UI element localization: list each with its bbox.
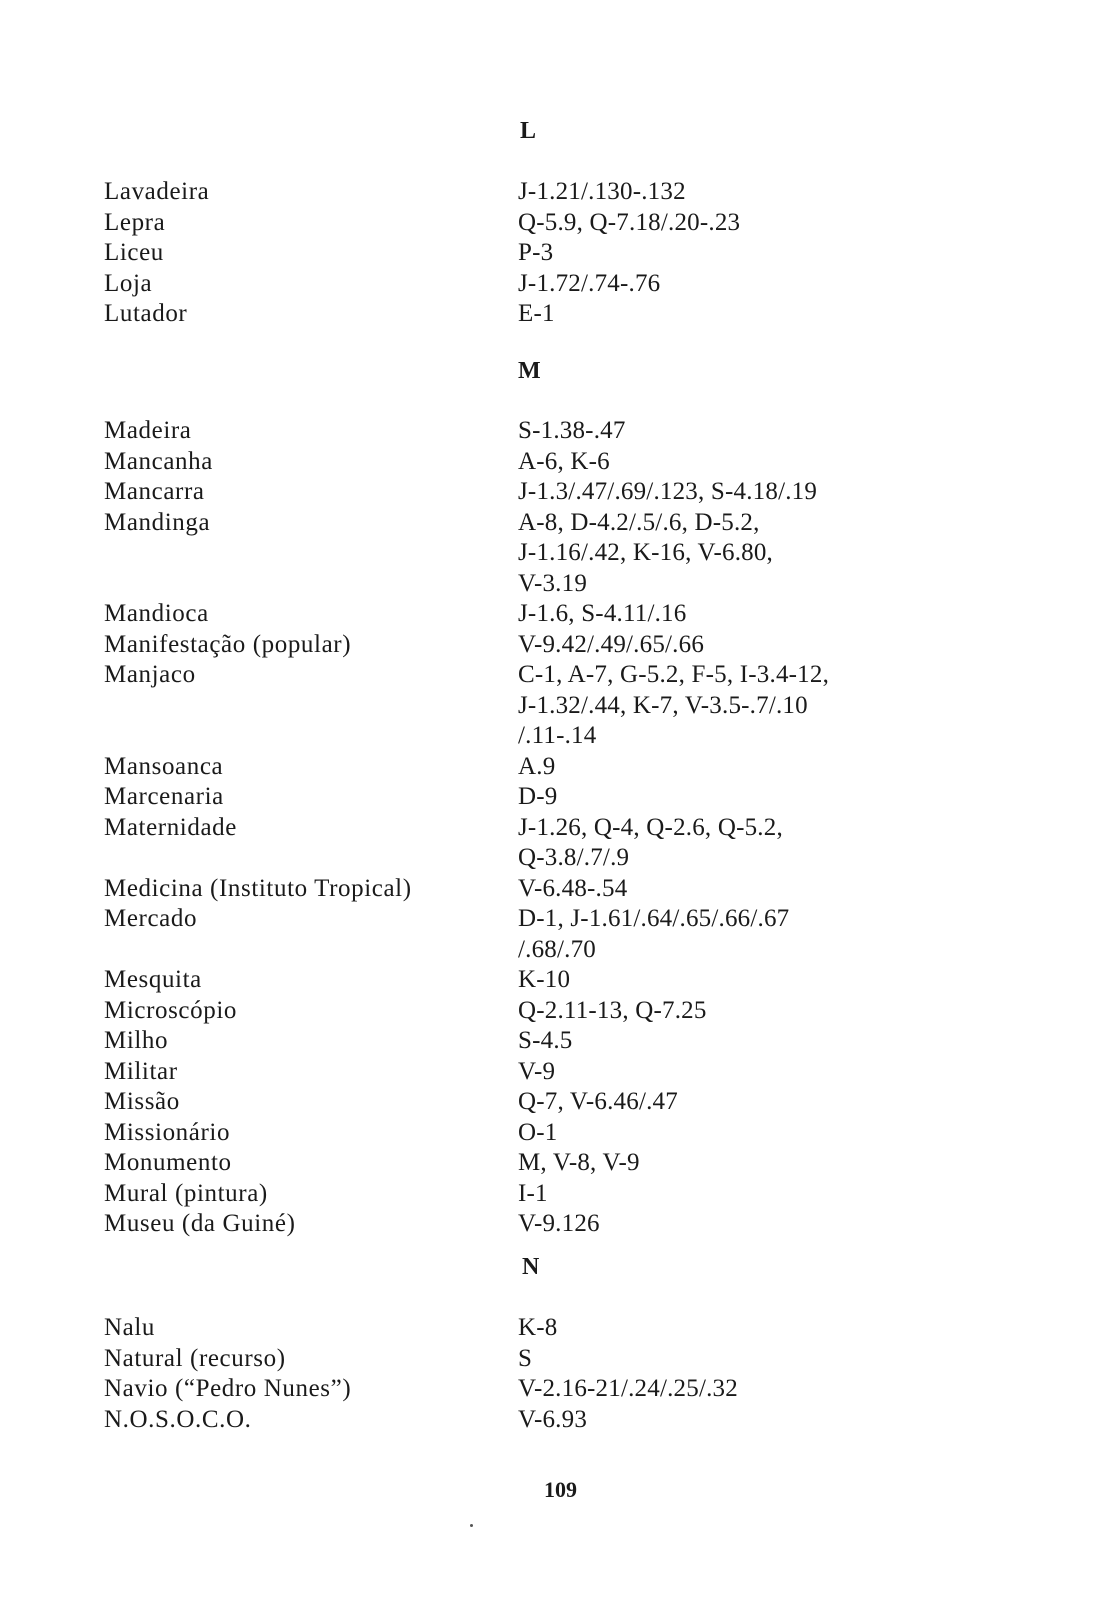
entry-refs [518,1405,1078,1436]
ref-line: J-1.21/.130-.132 [518,178,686,205]
ref-line: I-1 [518,1179,548,1207]
ref-line: J-1.3/.47/.69/.123, S-4.18/.19 [518,478,818,505]
entry-term: Mancanha [104,447,213,475]
index-entry [0,177,1109,208]
entry-term: Natural (recurso) [104,1344,286,1372]
ref-line: J-1.6, S-4.11/.16 [518,600,687,627]
entry-refs [518,752,1078,783]
index-entry [0,904,1109,965]
entry-term: Manjaco [104,661,196,688]
entry-term: Lepra [104,208,166,236]
entry-term: Microscópio [104,996,237,1024]
entry-refs [518,904,1078,965]
index-entry [0,1209,1109,1240]
ref-line: J-1.72/.74-.76 [518,269,661,297]
ref-line: Q-5.9, Q-7.18/.20-.23 [518,208,741,236]
ref-line: Q-3.8/.7/.9 [518,844,630,871]
entry-term: Nalu [104,1314,155,1341]
entry-term: Mandinga [104,508,211,536]
ref-line: S-1.38-.47 [518,417,626,444]
index-entry [0,447,1109,478]
ref-line: V-9.42/.49/.65/.66 [518,630,705,658]
index-entry [0,299,1109,330]
ref-line: S-4.5 [518,1027,573,1054]
ref-line: /.68/.70 [518,935,596,963]
entry-term: Lutador [104,300,188,327]
ref-line: P-3 [518,239,554,266]
entry-refs [518,1344,1078,1375]
entry-term: Mandioca [104,600,209,627]
section-letter-n: N [522,1254,540,1280]
entry-refs [518,996,1078,1027]
index-entry [0,996,1109,1027]
ref-line: E-1 [518,300,555,327]
entry-refs [518,599,1078,630]
ref-line: A-8, D-4.2/.5/.6, D-5.2, [518,508,760,536]
index-entry [0,630,1109,661]
ref-line: J-1.26, Q-4, Q-2.6, Q-5.2, [518,813,783,841]
entry-term: Mancarra [104,478,205,505]
entry-refs [518,1087,1078,1118]
index-entry [0,416,1109,447]
ref-line: S [518,1344,533,1372]
ref-line: V-9.126 [518,1210,600,1237]
index-entry [0,1374,1109,1405]
entry-refs [518,1179,1078,1210]
ref-line: K-8 [518,1314,558,1341]
entry-refs [518,477,1078,508]
entry-refs [518,177,1078,208]
entry-refs [518,416,1078,447]
index-entry [0,477,1109,508]
entry-term: Manifestação (popular) [104,630,352,658]
index-entry [0,1026,1109,1057]
index-entry [0,660,1109,752]
entry-term: Monumento [104,1149,232,1176]
entry-list-l [0,177,1109,330]
entry-refs [518,630,1078,661]
ref-line: D-1, J-1.61/.64/.65/.66/.67 [518,905,790,932]
index-entry [0,599,1109,630]
entry-refs [518,508,1078,600]
index-entry [0,1057,1109,1088]
index-entry [0,1179,1109,1210]
entry-refs [518,1313,1078,1344]
ref-line: J-1.16/.42, K-16, V-6.80, [518,539,774,566]
index-entry [0,1313,1109,1344]
entry-term: Mesquita [104,966,202,993]
scan-speck [470,1524,473,1527]
entry-term: Milho [104,1027,169,1054]
ref-line: V-2.16-21/.24/.25/.32 [518,1375,738,1402]
entry-term: Marcenaria [104,783,224,810]
entry-list-m [0,416,1109,1240]
ref-line: O-1 [518,1118,558,1146]
index-entry [0,1087,1109,1118]
ref-line: Q-7, V-6.46/.47 [518,1088,678,1115]
index-entry [0,208,1109,239]
section-letter-l: L [520,118,537,144]
entry-term: Mercado [104,905,198,932]
index-entry [0,1118,1109,1149]
entry-refs [518,299,1078,330]
entry-term: Mural (pintura) [104,1179,268,1207]
ref-line: V-6.48-.54 [518,874,628,902]
entry-term: Liceu [104,239,164,266]
entry-term: Museu (da Guiné) [104,1210,296,1237]
ref-line: C-1, A-7, G-5.2, F-5, I-3.4-12, [518,661,830,688]
ref-line: V-3.19 [518,569,588,597]
ref-line: A.9 [518,752,556,780]
index-entry [0,965,1109,996]
entry-refs [518,813,1078,874]
ref-line: V-6.93 [518,1405,588,1433]
entry-refs [518,1026,1078,1057]
ref-line: K-10 [518,966,571,993]
index-entry [0,508,1109,600]
entry-refs [518,874,1078,905]
entry-term: Madeira [104,417,192,444]
entry-term: Loja [104,269,153,297]
section-letter-m: M [518,358,541,384]
entry-term: Navio (“Pedro Nunes”) [104,1375,352,1402]
entry-term: Maternidade [104,813,237,841]
page-number: 109 [544,1477,577,1502]
index-entry [0,1405,1109,1436]
entry-refs [518,1148,1078,1179]
entry-term: Medicina (Instituto Tropical) [104,874,412,902]
entry-term: Militar [104,1057,178,1085]
entry-term: Lavadeira [104,178,210,205]
entry-refs [518,1057,1078,1088]
ref-line: M, V-8, V-9 [518,1149,640,1176]
entry-term: Missão [104,1088,180,1115]
entry-refs [518,447,1078,478]
entry-refs [518,965,1078,996]
entry-refs [518,1209,1078,1240]
entry-term: Missionário [104,1118,231,1146]
entry-refs [518,1374,1078,1405]
ref-line: D-9 [518,783,558,810]
ref-line: Q-2.11-13, Q-7.25 [518,996,707,1024]
entry-term: Mansoanca [104,752,224,780]
entry-term: N.O.S.O.C.O. [104,1405,252,1433]
ref-line: A-6, K-6 [518,447,610,475]
entry-refs [518,1118,1078,1149]
entry-list-n [0,1313,1109,1435]
index-entry [0,752,1109,783]
index-entry [0,238,1109,269]
entry-refs [518,238,1078,269]
ref-line: J-1.32/.44, K-7, V-3.5-.7/.10 [518,691,808,719]
ref-line: /.11-.14 [518,722,597,749]
index-entry [0,269,1109,300]
index-entry [0,782,1109,813]
entry-refs [518,660,1078,752]
index-entry [0,874,1109,905]
entry-refs [518,782,1078,813]
entry-refs [518,208,1078,239]
index-entry [0,813,1109,874]
entry-refs [518,269,1078,300]
index-entry [0,1344,1109,1375]
index-entry [0,1148,1109,1179]
ref-line: V-9 [518,1057,556,1085]
